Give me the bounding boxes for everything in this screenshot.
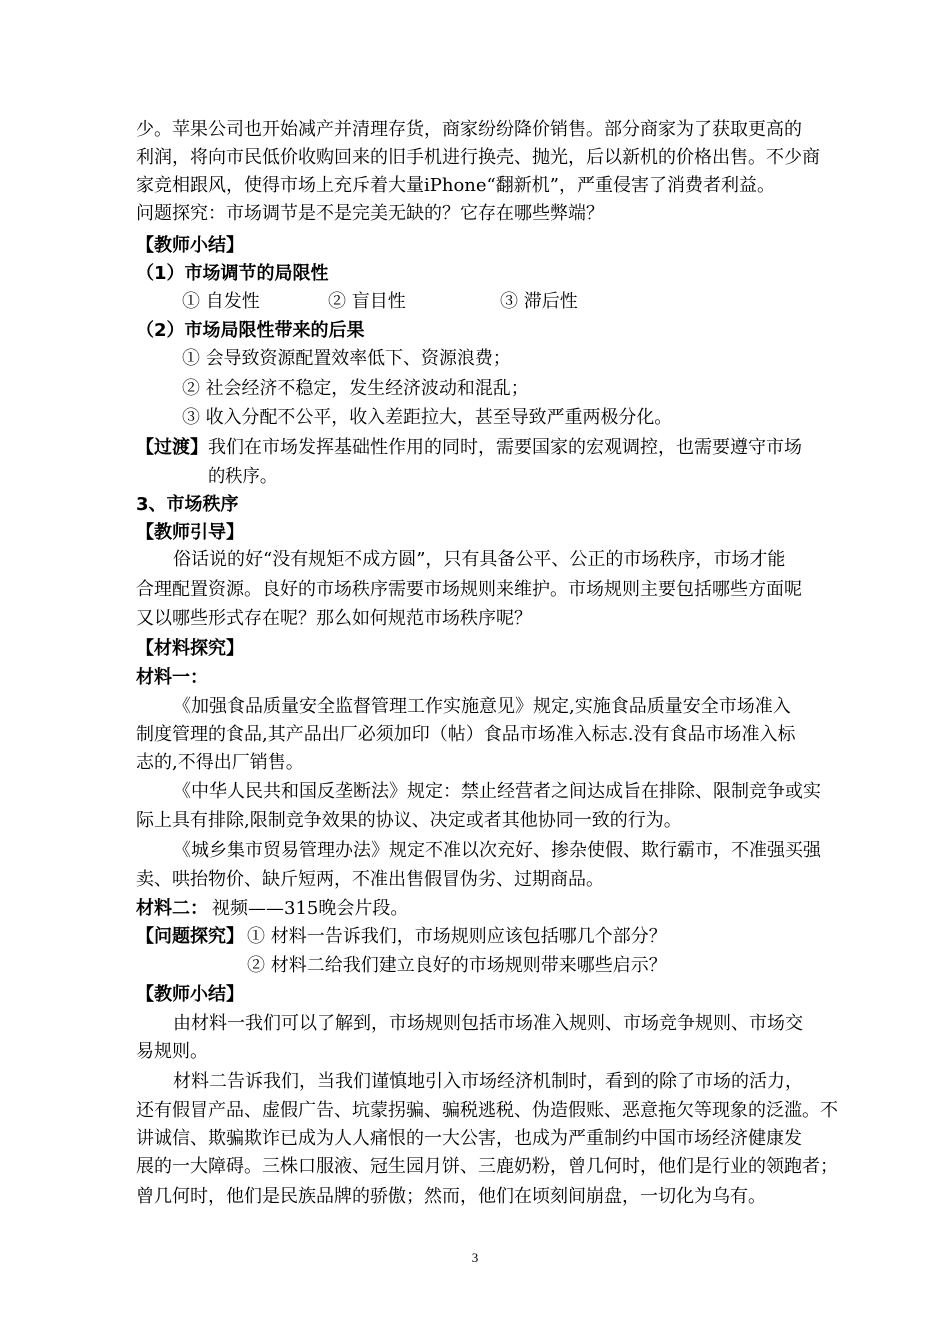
text-line: 问题探究：市场调节是不是完美无缺的？它存在哪些弊端？: [136, 203, 604, 224]
section-heading: 【问题探究】: [136, 926, 244, 947]
text-line: 材料二告诉我们，当我们谨慎地引入市场经济机制时，看到的除了市场的活力，: [173, 1071, 803, 1092]
text-line: 还有假冒产品、虚假广告、坑蒙拐骗、骗税逃税、伪造假账、恶意拖欠等现象的泛滥。不: [136, 1100, 838, 1121]
text-line: 易规则。: [136, 1041, 208, 1062]
text-line: 卖、哄抬物价、缺斤短两，不准出售假冒伪劣、过期商品。: [136, 869, 604, 890]
text-line: 《城乡集市贸易管理办法》规定不准以次充好、掺杂使假、欺行霸市，不准强买强: [173, 840, 821, 861]
list-item: ② 材料二给我们建立良好的市场规则带来哪些启示？: [247, 955, 667, 976]
text-line: 展的一大障碍。三株口服液、冠生园月饼、三鹿奶粉，曾几何时，他们是行业的领跑者；: [136, 1156, 838, 1177]
text-line: 俗话说的好“没有规矩不成方圆”，只有具备公平、公正的市场秩序，市场才能: [173, 549, 786, 570]
text-line: 利润，将向市民低价收购回来的旧手机进行换壳、抛光，后以新机的价格出售。不少商: [136, 147, 820, 168]
subheading: （2）市场局限性带来的后果: [136, 320, 365, 341]
text-line: 制度管理的食品,其产品出厂必须加印（帖）食品市场准入标志.没有食品市场准入标: [136, 724, 796, 745]
section-heading: 【教师小结】: [136, 235, 244, 256]
text-line: 的秩序。: [208, 466, 278, 487]
text-line: 讲诚信、欺骗欺诈已成为人人痛恨的一大公害，也成为严重制约中国市场经济健康发: [136, 1128, 802, 1149]
text-line: 由材料一我们可以了解到，市场规则包括市场准入规则、市场竞争规则、市场交: [173, 1013, 803, 1034]
section-heading: 【教师小结】: [136, 984, 244, 1005]
subheading: （1）市场调节的局限性: [136, 263, 329, 284]
text-line: 《中华人民共和国反垄断法》规定：禁止经营者之间达成旨在排除、限制竞争或实: [173, 781, 821, 802]
section-heading: 【过渡】: [136, 437, 208, 458]
list-item: ③ 滞后性: [500, 291, 578, 312]
text-line: 《加强食品质量安全监督管理工作实施意见》规定,实施食品质量安全市场准入: [173, 696, 791, 717]
section-heading: 【材料探究】: [136, 638, 244, 659]
text-line: 我们在市场发挥基础性作用的同时，需要国家的宏观调控，也需要遵守市场: [208, 437, 802, 458]
section-heading: 【教师引导】: [136, 522, 244, 543]
text-line: 合理配置资源。良好的市场秩序需要市场规则来维护。市场规则主要包括哪些方面呢: [136, 579, 802, 600]
text-line: 志的,不得出厂销售。: [136, 752, 304, 773]
list-item: ① 自发性: [182, 291, 260, 312]
text-line: 少。苹果公司也开始减产并清理存货，商家纷纷降价销售。部分商家为了获取更高的: [136, 119, 802, 140]
list-item: ② 盲目性: [328, 291, 406, 312]
text-line: 家竞相跟风，使得市场上充斥着大量iPhone“翻新机”，严重侵害了消费者利益。: [136, 175, 775, 196]
text-line: 视频——315晚会片段。: [212, 898, 409, 919]
text-line: 又以哪些形式存在呢？那么如何规范市场秩序呢？: [136, 608, 532, 629]
list-item: ③ 收入分配不公平，收入差距拉大，甚至导致严重两极分化。: [182, 407, 673, 428]
list-item: ② 社会经济不稳定，发生经济波动和混乱；: [182, 378, 529, 399]
subheading: 材料二：: [136, 898, 208, 919]
text-line: 曾几何时，他们是民族品牌的骄傲；然而，他们在顷刻间崩盘，一切化为乌有。: [136, 1186, 766, 1207]
subheading: 3、市场秩序: [136, 494, 239, 515]
subheading: 材料一：: [136, 667, 208, 688]
page-number: 3: [471, 1250, 479, 1265]
list-item: ① 材料一告诉我们，市场规则应该包括哪几个部分？: [247, 926, 667, 947]
text-line: 际上具有排除,限制竞争效果的协议、决定或者其他协同一致的行为。: [136, 810, 682, 831]
list-item: ① 会导致资源配置效率低下、资源浪费；: [182, 348, 511, 369]
